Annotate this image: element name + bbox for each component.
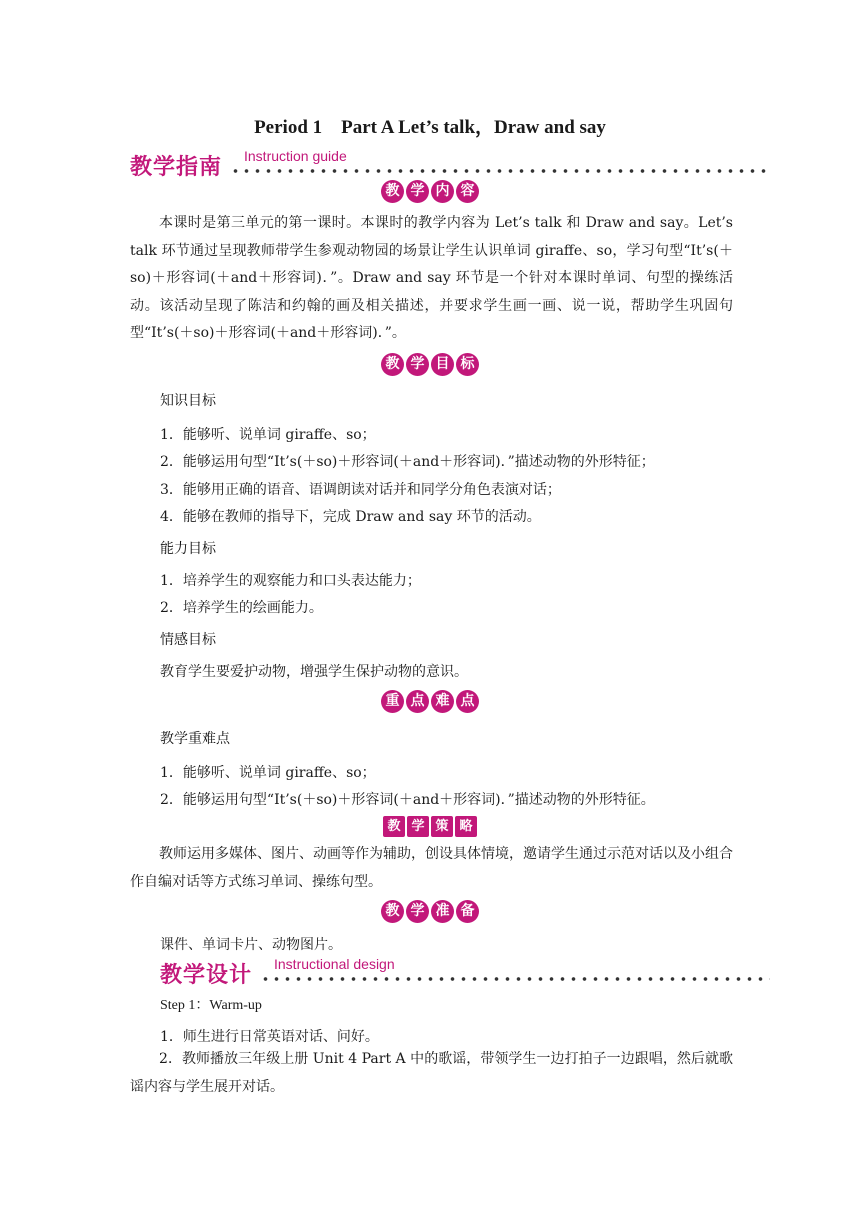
badge-char: 教	[381, 180, 404, 203]
badge-char: 教	[383, 816, 405, 837]
dotted-divider	[230, 168, 770, 174]
badge-char: 备	[456, 900, 479, 923]
badge-char: 教	[381, 353, 404, 376]
preparation-badge	[0, 900, 860, 923]
badge-char: 难	[431, 690, 454, 713]
list-item: 2．能够运用句型“It’s(＋so)＋形容词(＋and＋形容词)．”描述动物的外形特征。	[160, 792, 655, 808]
badge-char: 重	[381, 690, 404, 713]
badge-char: 策	[431, 816, 453, 837]
badge-char: 容	[456, 180, 479, 203]
badge-char: 标	[456, 353, 479, 376]
dotted-divider	[260, 976, 770, 982]
badge-char: 点	[456, 690, 479, 713]
badge-char: 学	[406, 900, 429, 923]
goals-badge	[0, 353, 860, 376]
knowledge-goals-heading: 知识目标	[160, 393, 216, 409]
section-title-en: Instructional design	[274, 956, 395, 972]
list-item: 1．能够听、说单词 giraffe、so；	[160, 765, 376, 781]
emotion-goal-text: 教育学生要爱护动物，增强学生保护动物的意识。	[160, 664, 468, 680]
badge-char: 准	[431, 900, 454, 923]
key-points-heading: 教学重难点	[160, 731, 230, 747]
step1-heading: Step 1：Warm-up	[160, 998, 262, 1013]
list-item: 2．培养学生的绘画能力。	[160, 600, 323, 616]
ability-goals-heading: 能力目标	[160, 541, 216, 557]
list-item: 1．培养学生的观察能力和口头表达能力；	[160, 573, 421, 589]
badge-char: 学	[407, 816, 429, 837]
badge-char: 学	[406, 353, 429, 376]
list-item: 1．师生进行日常英语对话、问好。	[160, 1029, 379, 1045]
strategy-badge	[0, 816, 860, 837]
content-paragraph: 本课时是第三单元的第一课时。本课时的教学内容为 Let’s talk 和 Draw and say。Let’s talk 环节通过呈现教师带学生参观动物园的场景让学生认识单词 giraffe、so，学习句型“It’s(＋so)＋形容词(＋and＋形容词)．”。Draw and say 环节是一个针对本课时单词、句型的操练活动。该活动呈现了陈洁和约翰的画及相关描述，并要求学生画一画、说一说，帮助学生巩固句型“It’s(＋so)＋形容词(＋and＋形容词)．”。	[130, 215, 733, 341]
preparation-text: 课件、单词卡片、动物图片。	[160, 937, 342, 953]
content-badge	[0, 180, 860, 203]
step1-item2: 2．教师播放三年级上册 Unit 4 Part A 中的歌谣，带领学生一边打拍子一边跟唱，然后就歌谣内容与学生展开对话。	[130, 1051, 733, 1095]
section-title-en: Instruction guide	[244, 148, 347, 164]
badge-char: 点	[406, 690, 429, 713]
key-points-badge	[0, 690, 860, 713]
list-item: 3．能够用正确的语音、语调朗读对话并和同学分角色表演对话；	[160, 482, 561, 498]
instruction-guide-header	[130, 150, 770, 180]
badge-char: 内	[431, 180, 454, 203]
list-item: 4．能够在教师的指导下，完成 Draw and say 环节的活动。	[160, 509, 541, 525]
strategy-paragraph: 教师运用多媒体、图片、动画等作为辅助，创设具体情境，邀请学生通过示范对话以及小组合作自编对话等方式练习单词、操练句型。	[130, 846, 733, 890]
page-title: Period 1 Part A Let’s talk，Draw and say	[254, 117, 606, 138]
instructional-design-header	[160, 958, 770, 988]
emotion-goals-heading: 情感目标	[160, 632, 216, 648]
badge-char: 学	[406, 180, 429, 203]
badge-char: 教	[381, 900, 404, 923]
list-item: 1．能够听、说单词 giraffe、so；	[160, 427, 376, 443]
badge-char: 略	[455, 816, 477, 837]
badge-char: 目	[431, 353, 454, 376]
list-item: 2．能够运用句型“It’s(＋so)＋形容词(＋and＋形容词)．”描述动物的外形特征；	[160, 454, 655, 470]
section-title-cn: 教学设计	[160, 963, 253, 988]
section-title-cn: 教学指南	[130, 155, 223, 180]
